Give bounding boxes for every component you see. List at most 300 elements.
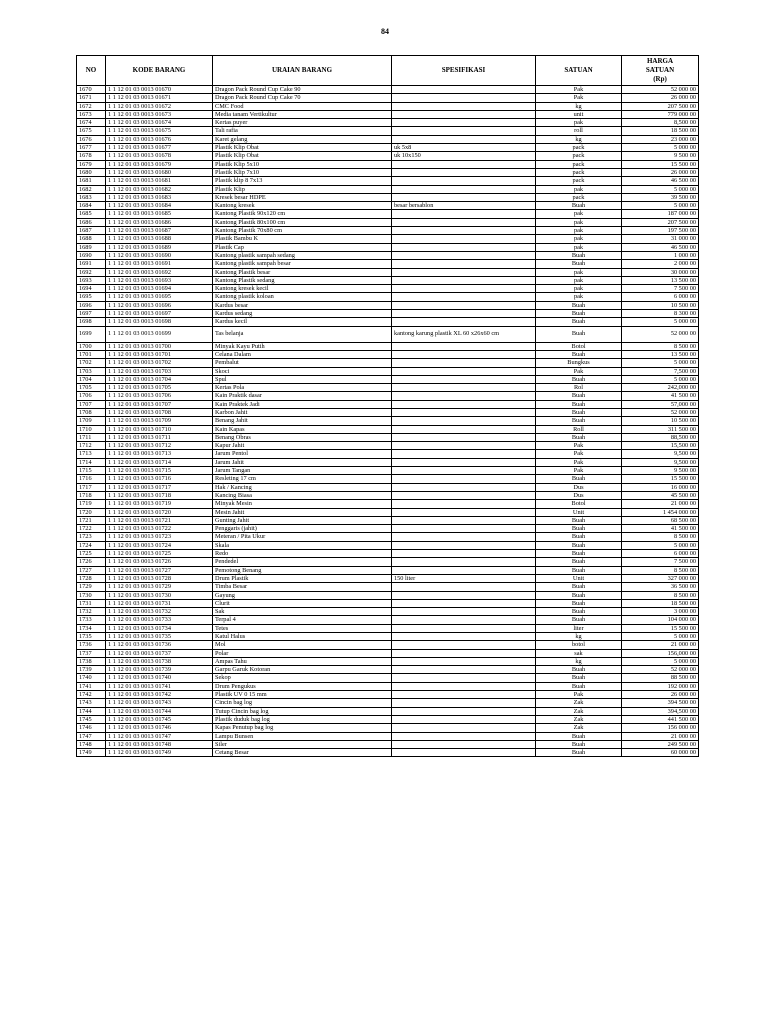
cell-no: 1736 bbox=[77, 641, 106, 649]
cell-kode-barang: 1 1 12 01 03 0013 01738 bbox=[106, 657, 213, 665]
cell-kode-barang: 1 1 12 01 03 0013 01723 bbox=[106, 533, 213, 541]
cell-no: 1689 bbox=[77, 243, 106, 251]
cell-no: 1686 bbox=[77, 218, 106, 226]
cell-kode-barang: 1 1 12 01 03 0013 01692 bbox=[106, 268, 213, 276]
table-row bbox=[77, 641, 699, 649]
cell-kode-barang: 1 1 12 01 03 0013 01728 bbox=[106, 574, 213, 582]
cell-spesifikasi bbox=[392, 367, 536, 375]
cell-harga-satuan: 26 000 00 bbox=[622, 691, 699, 699]
table-row bbox=[77, 285, 699, 293]
cell-uraian-barang: Clurit bbox=[213, 599, 392, 607]
cell-harga-satuan: 13 500 00 bbox=[622, 350, 699, 358]
cell-spesifikasi bbox=[392, 583, 536, 591]
cell-harga-satuan: 8 500 00 bbox=[622, 342, 699, 350]
cell-uraian-barang: Kancing Biasa bbox=[213, 491, 392, 499]
cell-harga-satuan: 10 500 00 bbox=[622, 417, 699, 425]
cell-kode-barang: 1 1 12 01 03 0013 01736 bbox=[106, 641, 213, 649]
column-header-spesifikasi: SPESIFIKASI bbox=[392, 56, 536, 86]
cell-no: 1694 bbox=[77, 285, 106, 293]
cell-no: 1744 bbox=[77, 707, 106, 715]
table-row bbox=[77, 433, 699, 441]
cell-uraian-barang: Jarum Pentol bbox=[213, 450, 392, 458]
cell-spesifikasi bbox=[392, 400, 536, 408]
cell-no: 1741 bbox=[77, 682, 106, 690]
cell-harga-satuan: 36 500 00 bbox=[622, 583, 699, 591]
cell-spesifikasi bbox=[392, 566, 536, 574]
cell-harga-satuan: 46 500 00 bbox=[622, 177, 699, 185]
cell-satuan: Buah bbox=[536, 599, 622, 607]
cell-no: 1706 bbox=[77, 392, 106, 400]
table-row bbox=[77, 227, 699, 235]
cell-spesifikasi bbox=[392, 285, 536, 293]
cell-harga-satuan: 394 500 00 bbox=[622, 699, 699, 707]
cell-satuan: Pak bbox=[536, 691, 622, 699]
cell-uraian-barang: Plastik Bambu K bbox=[213, 235, 392, 243]
table-row bbox=[77, 633, 699, 641]
cell-kode-barang: 1 1 12 01 03 0013 01724 bbox=[106, 541, 213, 549]
table-row bbox=[77, 350, 699, 358]
cell-kode-barang: 1 1 12 01 03 0013 01704 bbox=[106, 375, 213, 383]
cell-spesifikasi: besar bersablon bbox=[392, 202, 536, 210]
cell-harga-satuan: 192 000 00 bbox=[622, 682, 699, 690]
cell-uraian-barang: Dragon Pack Round Cup Cake 70 bbox=[213, 94, 392, 102]
cell-no: 1737 bbox=[77, 649, 106, 657]
cell-no: 1699 bbox=[77, 326, 106, 342]
cell-satuan: Unit bbox=[536, 574, 622, 582]
cell-harga-satuan: 5 000 00 bbox=[622, 318, 699, 326]
cell-uraian-barang: Sak bbox=[213, 608, 392, 616]
cell-uraian-barang: Celana Dalam bbox=[213, 350, 392, 358]
cell-uraian-barang: Penggaris (jahit) bbox=[213, 525, 392, 533]
cell-kode-barang: 1 1 12 01 03 0013 01732 bbox=[106, 608, 213, 616]
cell-spesifikasi bbox=[392, 633, 536, 641]
cell-uraian-barang: Plastik Klip Obat bbox=[213, 144, 392, 152]
cell-satuan: pack bbox=[536, 152, 622, 160]
cell-no: 1682 bbox=[77, 185, 106, 193]
cell-kode-barang: 1 1 12 01 03 0013 01689 bbox=[106, 243, 213, 251]
table-row bbox=[77, 458, 699, 466]
cell-satuan: Buah bbox=[536, 591, 622, 599]
page-number: 84 bbox=[381, 27, 389, 36]
cell-spesifikasi: uk 10x150 bbox=[392, 152, 536, 160]
cell-spesifikasi bbox=[392, 749, 536, 757]
cell-spesifikasi bbox=[392, 119, 536, 127]
cell-no: 1700 bbox=[77, 342, 106, 350]
cell-spesifikasi bbox=[392, 467, 536, 475]
cell-harga-satuan: 41 500 00 bbox=[622, 525, 699, 533]
cell-satuan: kg bbox=[536, 633, 622, 641]
cell-harga-satuan: 187 000 00 bbox=[622, 210, 699, 218]
cell-uraian-barang: Kantong Plastik 70x80 cm bbox=[213, 227, 392, 235]
table-row bbox=[77, 674, 699, 682]
cell-satuan: Buah bbox=[536, 566, 622, 574]
cell-spesifikasi bbox=[392, 127, 536, 135]
cell-spesifikasi bbox=[392, 417, 536, 425]
cell-no: 1696 bbox=[77, 301, 106, 309]
table-row bbox=[77, 442, 699, 450]
cell-uraian-barang: CMC Food bbox=[213, 102, 392, 110]
column-header-satuan: SATUAN bbox=[536, 56, 622, 86]
table-row bbox=[77, 152, 699, 160]
cell-satuan: kg bbox=[536, 102, 622, 110]
cell-uraian-barang: Plastik Klip 5x10 bbox=[213, 160, 392, 168]
cell-kode-barang: 1 1 12 01 03 0013 01693 bbox=[106, 276, 213, 284]
table-row bbox=[77, 699, 699, 707]
table-row bbox=[77, 724, 699, 732]
cell-satuan: Buah bbox=[536, 674, 622, 682]
cell-satuan: Pak bbox=[536, 86, 622, 94]
cell-uraian-barang: Ampas Tahu bbox=[213, 657, 392, 665]
cell-harga-satuan: 5 000 00 bbox=[622, 144, 699, 152]
cell-kode-barang: 1 1 12 01 03 0013 01685 bbox=[106, 210, 213, 218]
cell-no: 1727 bbox=[77, 566, 106, 574]
cell-kode-barang: 1 1 12 01 03 0013 01720 bbox=[106, 508, 213, 516]
cell-harga-satuan: 7 500 00 bbox=[622, 285, 699, 293]
cell-spesifikasi bbox=[392, 359, 536, 367]
cell-satuan: pak bbox=[536, 285, 622, 293]
price-list-table bbox=[76, 55, 699, 757]
cell-spesifikasi bbox=[392, 442, 536, 450]
table-row bbox=[77, 318, 699, 326]
harga-header-line2: SATUAN bbox=[645, 66, 675, 74]
cell-spesifikasi: kantong karung plastik XL 60 x26x60 cm bbox=[392, 326, 536, 342]
cell-harga-satuan: 52 000 00 bbox=[622, 326, 699, 342]
cell-harga-satuan: 8 500 00 bbox=[622, 533, 699, 541]
cell-harga-satuan: 242,000 00 bbox=[622, 384, 699, 392]
cell-uraian-barang: Jarum Jahit bbox=[213, 458, 392, 466]
table-row bbox=[77, 202, 699, 210]
cell-kode-barang: 1 1 12 01 03 0013 01713 bbox=[106, 450, 213, 458]
cell-uraian-barang: Kantong Plastik 90x120 cm bbox=[213, 210, 392, 218]
cell-kode-barang: 1 1 12 01 03 0013 01714 bbox=[106, 458, 213, 466]
cell-harga-satuan: 8 500 00 bbox=[622, 566, 699, 574]
cell-kode-barang: 1 1 12 01 03 0013 01741 bbox=[106, 682, 213, 690]
cell-spesifikasi bbox=[392, 168, 536, 176]
table-row bbox=[77, 467, 699, 475]
cell-spesifikasi bbox=[392, 392, 536, 400]
cell-spesifikasi: uk 5x8 bbox=[392, 144, 536, 152]
cell-spesifikasi bbox=[392, 500, 536, 508]
cell-kode-barang: 1 1 12 01 03 0013 01701 bbox=[106, 350, 213, 358]
cell-uraian-barang: Drum Pengukus bbox=[213, 682, 392, 690]
column-header-uraian-barang: URAIAN BARANG bbox=[213, 56, 392, 86]
cell-no: 1675 bbox=[77, 127, 106, 135]
table-row bbox=[77, 218, 699, 226]
cell-satuan: Pak bbox=[536, 467, 622, 475]
cell-uraian-barang: Spul bbox=[213, 375, 392, 383]
cell-satuan: pack bbox=[536, 168, 622, 176]
cell-uraian-barang: Polar bbox=[213, 649, 392, 657]
cell-harga-satuan: 16 000 00 bbox=[622, 483, 699, 491]
cell-kode-barang: 1 1 12 01 03 0013 01744 bbox=[106, 707, 213, 715]
cell-uraian-barang: Gayung bbox=[213, 591, 392, 599]
cell-uraian-barang: Kantong plastik sampah sedang bbox=[213, 251, 392, 259]
cell-harga-satuan: 197 500 00 bbox=[622, 227, 699, 235]
table-row bbox=[77, 210, 699, 218]
cell-no: 1726 bbox=[77, 558, 106, 566]
cell-satuan: pak bbox=[536, 235, 622, 243]
cell-satuan: Buah bbox=[536, 732, 622, 740]
table-row bbox=[77, 326, 699, 342]
cell-harga-satuan: 10 500 00 bbox=[622, 301, 699, 309]
cell-satuan: Buah bbox=[536, 583, 622, 591]
cell-uraian-barang: Sekop bbox=[213, 674, 392, 682]
table-row bbox=[77, 127, 699, 135]
cell-spesifikasi bbox=[392, 160, 536, 168]
cell-kode-barang: 1 1 12 01 03 0013 01679 bbox=[106, 160, 213, 168]
cell-kode-barang: 1 1 12 01 03 0013 01676 bbox=[106, 135, 213, 143]
cell-satuan: Pak bbox=[536, 367, 622, 375]
cell-harga-satuan: 394,500 00 bbox=[622, 707, 699, 715]
cell-harga-satuan: 8 500 00 bbox=[622, 591, 699, 599]
cell-kode-barang: 1 1 12 01 03 0013 01733 bbox=[106, 616, 213, 624]
cell-kode-barang: 1 1 12 01 03 0013 01688 bbox=[106, 235, 213, 243]
cell-kode-barang: 1 1 12 01 03 0013 01735 bbox=[106, 633, 213, 641]
cell-no: 1713 bbox=[77, 450, 106, 458]
cell-uraian-barang: Mesin Jahit bbox=[213, 508, 392, 516]
cell-no: 1697 bbox=[77, 310, 106, 318]
cell-kode-barang: 1 1 12 01 03 0013 01719 bbox=[106, 500, 213, 508]
cell-uraian-barang: Kantong plastik sampah besar bbox=[213, 260, 392, 268]
cell-harga-satuan: 1 000 00 bbox=[622, 251, 699, 259]
cell-harga-satuan: 23 000 00 bbox=[622, 135, 699, 143]
cell-satuan: Buah bbox=[536, 533, 622, 541]
cell-no: 1671 bbox=[77, 94, 106, 102]
cell-harga-satuan: 52 000 00 bbox=[622, 408, 699, 416]
cell-satuan: Buah bbox=[536, 608, 622, 616]
cell-satuan: Botol bbox=[536, 500, 622, 508]
cell-spesifikasi bbox=[392, 516, 536, 524]
cell-kode-barang: 1 1 12 01 03 0013 01745 bbox=[106, 715, 213, 723]
cell-kode-barang: 1 1 12 01 03 0013 01694 bbox=[106, 285, 213, 293]
table-row bbox=[77, 558, 699, 566]
cell-no: 1740 bbox=[77, 674, 106, 682]
table-row bbox=[77, 177, 699, 185]
cell-satuan: pack bbox=[536, 177, 622, 185]
cell-no: 1711 bbox=[77, 433, 106, 441]
cell-no: 1709 bbox=[77, 417, 106, 425]
cell-satuan: Buah bbox=[536, 682, 622, 690]
cell-no: 1735 bbox=[77, 633, 106, 641]
cell-spesifikasi bbox=[392, 608, 536, 616]
cell-uraian-barang: Kantong Plastik besar bbox=[213, 268, 392, 276]
cell-harga-satuan: 52 000 00 bbox=[622, 666, 699, 674]
cell-uraian-barang: Plastik Klip bbox=[213, 185, 392, 193]
cell-no: 1739 bbox=[77, 666, 106, 674]
cell-harga-satuan: 8 300 00 bbox=[622, 310, 699, 318]
cell-no: 1743 bbox=[77, 699, 106, 707]
table-row bbox=[77, 574, 699, 582]
cell-kode-barang: 1 1 12 01 03 0013 01742 bbox=[106, 691, 213, 699]
cell-satuan: pack bbox=[536, 144, 622, 152]
cell-spesifikasi bbox=[392, 260, 536, 268]
table-row bbox=[77, 425, 699, 433]
column-header-no: NO bbox=[77, 56, 106, 86]
cell-uraian-barang: Dragon Pack Round Cup Cake 90 bbox=[213, 86, 392, 94]
cell-satuan: Buah bbox=[536, 318, 622, 326]
table-row bbox=[77, 168, 699, 176]
table-header-row bbox=[77, 56, 699, 86]
cell-satuan: pak bbox=[536, 218, 622, 226]
cell-satuan: Buah bbox=[536, 202, 622, 210]
cell-no: 1721 bbox=[77, 516, 106, 524]
table-row bbox=[77, 235, 699, 243]
cell-uraian-barang: Terpal 4 bbox=[213, 616, 392, 624]
cell-harga-satuan: 5 000 00 bbox=[622, 541, 699, 549]
cell-satuan: Buah bbox=[536, 525, 622, 533]
cell-no: 1708 bbox=[77, 408, 106, 416]
cell-kode-barang: 1 1 12 01 03 0013 01697 bbox=[106, 310, 213, 318]
cell-spesifikasi bbox=[392, 616, 536, 624]
cell-uraian-barang: Tali rafia bbox=[213, 127, 392, 135]
cell-uraian-barang: Garpu Garuk Kotoran bbox=[213, 666, 392, 674]
cell-spesifikasi bbox=[392, 691, 536, 699]
cell-spesifikasi bbox=[392, 458, 536, 466]
cell-no: 1720 bbox=[77, 508, 106, 516]
cell-spesifikasi bbox=[392, 624, 536, 632]
column-header-harga-satuan bbox=[622, 56, 699, 86]
cell-no: 1749 bbox=[77, 749, 106, 757]
cell-kode-barang: 1 1 12 01 03 0013 01721 bbox=[106, 516, 213, 524]
cell-uraian-barang: Kertas Pola bbox=[213, 384, 392, 392]
table-row bbox=[77, 86, 699, 94]
cell-harga-satuan: 5 000 00 bbox=[622, 185, 699, 193]
cell-uraian-barang: Kain Kapas bbox=[213, 425, 392, 433]
cell-no: 1717 bbox=[77, 483, 106, 491]
cell-satuan: Zak bbox=[536, 699, 622, 707]
cell-spesifikasi bbox=[392, 350, 536, 358]
cell-no: 1718 bbox=[77, 491, 106, 499]
cell-kode-barang: 1 1 12 01 03 0013 01684 bbox=[106, 202, 213, 210]
table-row bbox=[77, 691, 699, 699]
cell-kode-barang: 1 1 12 01 03 0013 01683 bbox=[106, 193, 213, 201]
cell-no: 1687 bbox=[77, 227, 106, 235]
cell-spesifikasi bbox=[392, 550, 536, 558]
cell-kode-barang: 1 1 12 01 03 0013 01696 bbox=[106, 301, 213, 309]
cell-harga-satuan: 5 000 00 bbox=[622, 375, 699, 383]
cell-harga-satuan: 39 500 00 bbox=[622, 193, 699, 201]
cell-spesifikasi bbox=[392, 135, 536, 143]
table-row bbox=[77, 260, 699, 268]
cell-spesifikasi bbox=[392, 682, 536, 690]
cell-satuan: Buah bbox=[536, 326, 622, 342]
cell-uraian-barang: Kantong kresek bbox=[213, 202, 392, 210]
table-row bbox=[77, 185, 699, 193]
table-row bbox=[77, 450, 699, 458]
cell-uraian-barang: Resleting 17 cm bbox=[213, 475, 392, 483]
cell-uraian-barang: Benang Jahit bbox=[213, 417, 392, 425]
table-row bbox=[77, 740, 699, 748]
table-row bbox=[77, 119, 699, 127]
table-row bbox=[77, 408, 699, 416]
cell-kode-barang: 1 1 12 01 03 0013 01680 bbox=[106, 168, 213, 176]
cell-satuan: Buah bbox=[536, 392, 622, 400]
cell-kode-barang: 1 1 12 01 03 0013 01670 bbox=[106, 86, 213, 94]
cell-no: 1738 bbox=[77, 657, 106, 665]
cell-no: 1719 bbox=[77, 500, 106, 508]
table-row bbox=[77, 276, 699, 284]
cell-harga-satuan: 249 500 00 bbox=[622, 740, 699, 748]
cell-harga-satuan: 9,500 00 bbox=[622, 450, 699, 458]
cell-kode-barang: 1 1 12 01 03 0013 01710 bbox=[106, 425, 213, 433]
table-row bbox=[77, 384, 699, 392]
cell-spesifikasi bbox=[392, 508, 536, 516]
cell-uraian-barang: Kapas Penutup bag log bbox=[213, 724, 392, 732]
cell-harga-satuan: 41 500 00 bbox=[622, 392, 699, 400]
table-row bbox=[77, 301, 699, 309]
table-row bbox=[77, 508, 699, 516]
cell-spesifikasi bbox=[392, 86, 536, 94]
cell-no: 1677 bbox=[77, 144, 106, 152]
cell-uraian-barang: Kain Praktek Jadi bbox=[213, 400, 392, 408]
cell-uraian-barang: Kertas puyer bbox=[213, 119, 392, 127]
cell-satuan: Buah bbox=[536, 541, 622, 549]
cell-spesifikasi bbox=[392, 475, 536, 483]
cell-satuan: Botol bbox=[536, 342, 622, 350]
cell-kode-barang: 1 1 12 01 03 0013 01749 bbox=[106, 749, 213, 757]
cell-spesifikasi bbox=[392, 666, 536, 674]
cell-no: 1679 bbox=[77, 160, 106, 168]
cell-kode-barang: 1 1 12 01 03 0013 01734 bbox=[106, 624, 213, 632]
cell-no: 1698 bbox=[77, 318, 106, 326]
cell-satuan: Buah bbox=[536, 400, 622, 408]
cell-spesifikasi bbox=[392, 268, 536, 276]
table-row bbox=[77, 749, 699, 757]
cell-no: 1722 bbox=[77, 525, 106, 533]
cell-spesifikasi bbox=[392, 591, 536, 599]
cell-satuan: Zak bbox=[536, 707, 622, 715]
cell-harga-satuan: 7 500 00 bbox=[622, 558, 699, 566]
cell-kode-barang: 1 1 12 01 03 0013 01722 bbox=[106, 525, 213, 533]
cell-spesifikasi bbox=[392, 218, 536, 226]
cell-uraian-barang: Hak / Kancing bbox=[213, 483, 392, 491]
cell-spesifikasi bbox=[392, 384, 536, 392]
table-row bbox=[77, 666, 699, 674]
cell-harga-satuan: 3 000 00 bbox=[622, 608, 699, 616]
cell-no: 1692 bbox=[77, 268, 106, 276]
cell-harga-satuan: 7,500 00 bbox=[622, 367, 699, 375]
cell-harga-satuan: 9 500 00 bbox=[622, 467, 699, 475]
cell-kode-barang: 1 1 12 01 03 0013 01700 bbox=[106, 342, 213, 350]
table-body bbox=[77, 86, 699, 757]
cell-no: 1685 bbox=[77, 210, 106, 218]
cell-harga-satuan: 18 500 00 bbox=[622, 127, 699, 135]
cell-harga-satuan: 31 000 00 bbox=[622, 235, 699, 243]
cell-spesifikasi bbox=[392, 193, 536, 201]
table-row bbox=[77, 500, 699, 508]
cell-harga-satuan: 21 000 00 bbox=[622, 732, 699, 740]
table-row bbox=[77, 491, 699, 499]
cell-kode-barang: 1 1 12 01 03 0013 01691 bbox=[106, 260, 213, 268]
cell-uraian-barang: Plastik Klip Obat bbox=[213, 152, 392, 160]
cell-kode-barang: 1 1 12 01 03 0013 01703 bbox=[106, 367, 213, 375]
cell-no: 1728 bbox=[77, 574, 106, 582]
cell-satuan: Buah bbox=[536, 475, 622, 483]
cell-uraian-barang: Kain Praktik dasar bbox=[213, 392, 392, 400]
cell-no: 1712 bbox=[77, 442, 106, 450]
table-row bbox=[77, 160, 699, 168]
table-row bbox=[77, 375, 699, 383]
cell-satuan: Bungkus bbox=[536, 359, 622, 367]
cell-uraian-barang: Benang Obras bbox=[213, 433, 392, 441]
cell-no: 1704 bbox=[77, 375, 106, 383]
cell-harga-satuan: 46 500 00 bbox=[622, 243, 699, 251]
cell-uraian-barang: Kapur Jahit bbox=[213, 442, 392, 450]
cell-harga-satuan: 13 500 00 bbox=[622, 276, 699, 284]
cell-harga-satuan: 441 500 00 bbox=[622, 715, 699, 723]
cell-spesifikasi bbox=[392, 235, 536, 243]
cell-spesifikasi bbox=[392, 425, 536, 433]
